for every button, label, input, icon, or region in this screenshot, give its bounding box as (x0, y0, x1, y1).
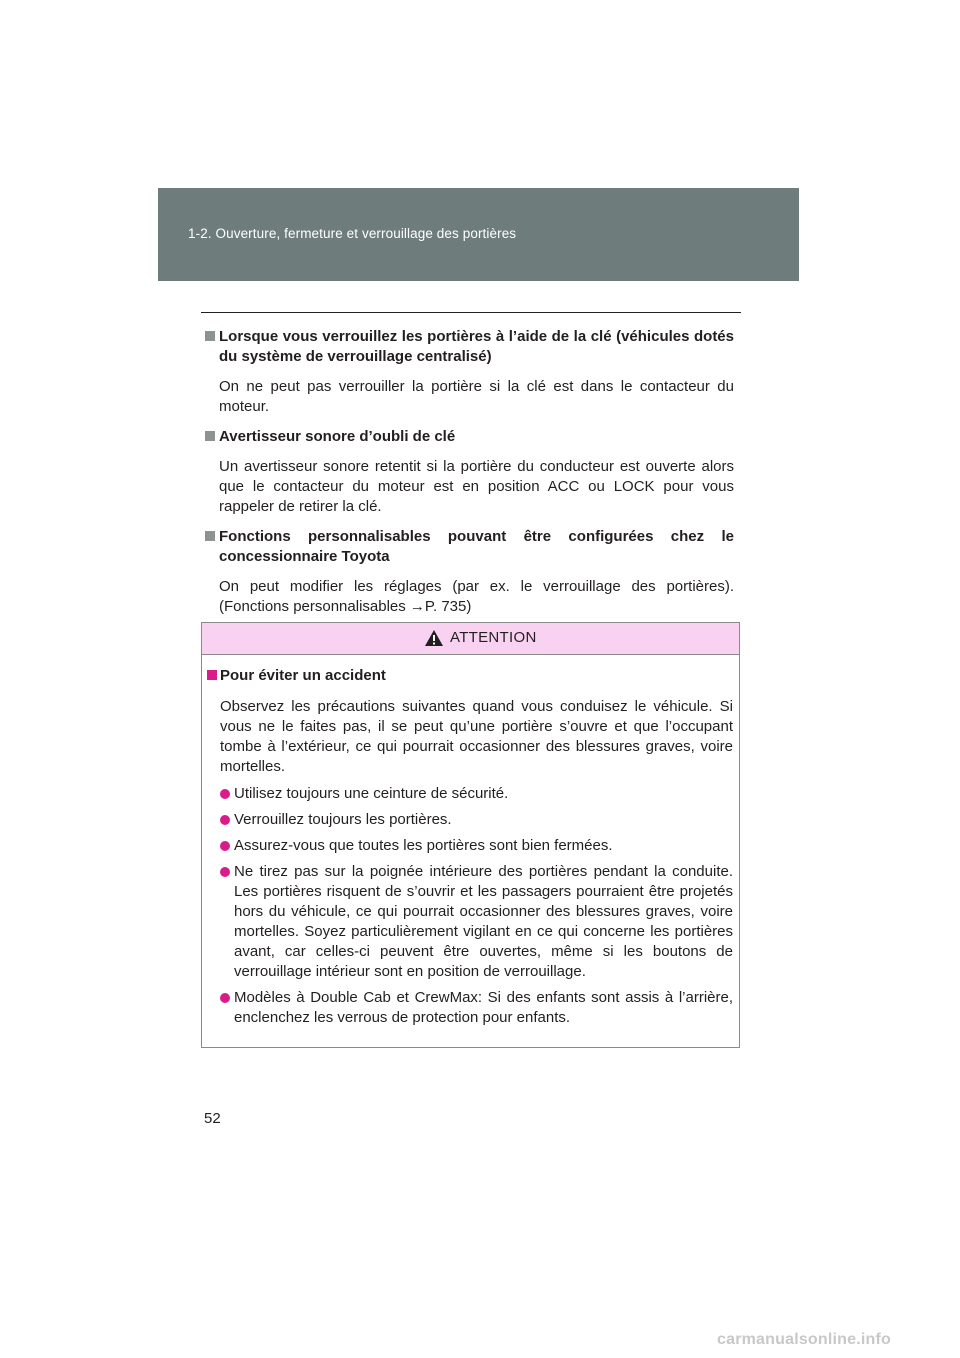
watermark: carmanualsonline.info (717, 1331, 892, 1348)
warning-title: Pour éviter un accident (220, 667, 386, 684)
list-item-text: Utilisez toujours une ceinture de sécurité. (234, 785, 509, 802)
info-item (205, 527, 734, 617)
section-title: 1-2. Ouverture, fermeture et verrouillage des portières (188, 226, 517, 241)
item-body: On ne peut pas verrouiller la portière si la clé est dans le contacteur du moteur. (219, 378, 734, 415)
list-item (207, 862, 733, 982)
page-number: 52 (204, 1110, 221, 1127)
main-content (205, 327, 734, 627)
list-item-text: Assurez-vous que toutes les portières sont bien fermées. (234, 837, 613, 854)
item-body: On peut modifier les réglages (par ex. le verrouillage des portières). (Fonctions personnalisables →P. 735) (219, 578, 734, 615)
item-body: Un avertisseur sonore retentit si la portière du conducteur est ouverte alors que le contacteur du moteur est en position ACC ou LOCK pour vous rappeler de retirer la clé. (219, 458, 734, 515)
bullet-dot-icon (220, 815, 230, 825)
warning-list (207, 784, 733, 1028)
list-item (207, 810, 733, 830)
list-item (207, 784, 733, 804)
warning-body (202, 655, 739, 1028)
square-bullet-icon (205, 531, 215, 541)
item-title: Avertisseur sonore d’oubli de clé (219, 428, 456, 445)
info-item (205, 327, 734, 417)
list-item (207, 988, 733, 1028)
bullet-dot-icon (220, 789, 230, 799)
warning-header (202, 623, 739, 655)
list-item-text: Verrouillez toujours les portières. (234, 811, 452, 828)
list-item-text: Ne tirez pas sur la poignée intérieure des portières pendant la conduite. Les portières risquent de s’ouvrir et les passagers pourraient être projetés hors du véhicule, ce qui pourrait occasionner des blessures graves, voire mortelles. Soyez particulièrement vigilant en ce qui concerne les portières avant, car celles-ci peuvent être ouvertes, même si les boutons de verrouillage intérieur sont en position de verrouillage. (234, 863, 733, 980)
list-item (207, 836, 733, 856)
item-title: Fonctions personnalisables pouvant être configurées chez le concessionnaire Toyota (219, 528, 734, 565)
warning-box (201, 622, 740, 1048)
warning-triangle-icon (424, 629, 444, 647)
item-title: Lorsque vous verrouillez les portières à l’aide de la clé (véhicules dotés du système de verrouillage centralisé) (219, 328, 734, 365)
section-header-band (158, 188, 799, 281)
bullet-dot-icon (220, 841, 230, 851)
square-bullet-icon (205, 331, 215, 341)
square-bullet-icon (207, 670, 217, 680)
divider-rule (201, 312, 741, 313)
square-bullet-icon (205, 431, 215, 441)
list-item-text: Modèles à Double Cab et CrewMax: Si des enfants sont assis à l’arrière, enclenchez les verrous de protection pour enfants. (234, 989, 733, 1026)
info-item (205, 427, 734, 517)
warning-label: ATTENTION (450, 629, 537, 646)
bullet-dot-icon (220, 993, 230, 1003)
warning-intro: Observez les précautions suivantes quand vous conduisez le véhicule. Si vous ne le faites pas, il se peut qu’une portière s’ouvre et que l’occupant tombe à l’extérieur, ce qui pourrait occasionner des blessures graves, voire mortelles. (220, 698, 733, 775)
bullet-dot-icon (220, 867, 230, 877)
